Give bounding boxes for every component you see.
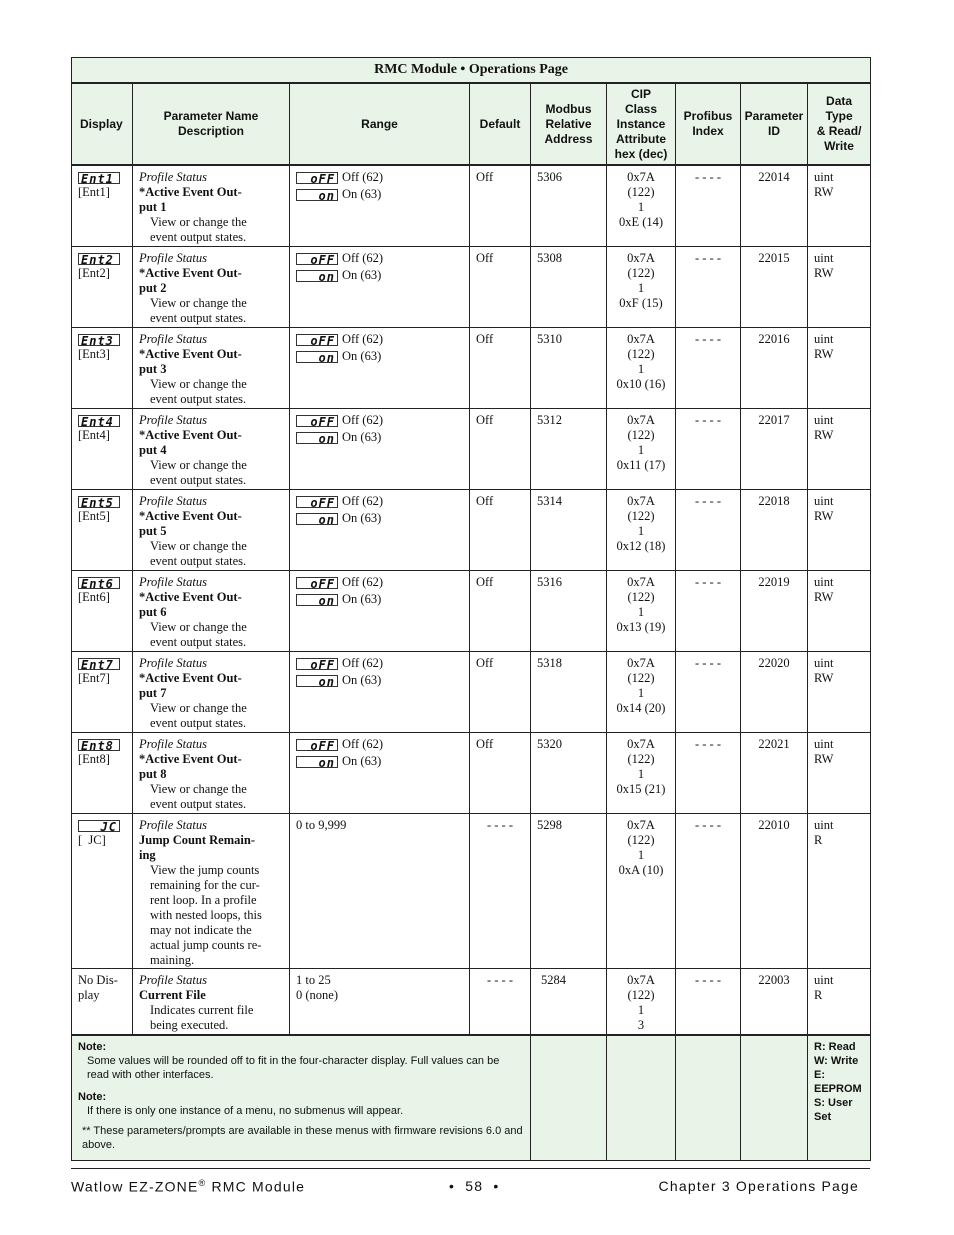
display-cell: Ent2 [Ent2]	[72, 247, 133, 328]
data-type-cell: uint RW	[808, 165, 871, 247]
lcd-range-on: on	[296, 189, 338, 201]
page-footer	[71, 1168, 870, 1195]
modbus-cell: 5306	[531, 165, 607, 247]
table-row	[72, 165, 871, 247]
header-profibus: Profibus Index	[676, 83, 741, 165]
cip-cell: 0x7A (122) 1 0x13 (19)	[607, 571, 676, 652]
header-display: Display	[72, 83, 133, 165]
footer-chapter: Chapter 3 Operations Page	[658, 1178, 859, 1194]
default-cell: - - - -	[470, 969, 531, 1036]
profibus-cell: - - - -	[676, 247, 741, 328]
note-label: Note:	[78, 1041, 107, 1053]
footer-product: Watlow EZ-ZONE® RMC Module	[71, 1178, 306, 1195]
header-default: Default	[470, 83, 531, 165]
cip-cell: 0x7A (122) 1 0xA (10)	[607, 814, 676, 969]
modbus-cell: 5318	[531, 652, 607, 733]
default-cell: - - - -	[470, 814, 531, 969]
default-cell: Off	[470, 733, 531, 814]
operations-table	[71, 57, 871, 1161]
header-cip: CIP Class Instance Attribute hex (dec)	[607, 83, 676, 165]
cip-cell: 0x7A (122) 1 0x11 (17)	[607, 409, 676, 490]
lcd-range-off: oFF	[296, 577, 338, 589]
lcd-display: JC	[78, 820, 120, 832]
parameter-cell: Profile Status *Active Event Out- put 2 View or change the event output states.	[133, 247, 290, 328]
note-firmware: ** These parameters/prompts are available in these menus with firmware revisions 6.0 and above.	[82, 1125, 523, 1151]
header-param-name-line: Parameter Name	[163, 109, 259, 123]
data-type-cell: uint RW	[808, 490, 871, 571]
table-row	[72, 328, 871, 409]
range-cell: oFF Off (62) on On (63)	[290, 165, 470, 247]
table-row	[72, 490, 871, 571]
header-data-type: Data Type & Read/ Write	[808, 83, 871, 165]
parameter-cell: Profile Status *Active Event Out- put 6 View or change the event output states.	[133, 571, 290, 652]
table-row	[72, 814, 871, 969]
lcd-range-on: on	[296, 351, 338, 363]
display-cell: Ent8 [Ent8]	[72, 733, 133, 814]
parameter-cell: Profile Status *Active Event Out- put 8 View or change the event output states.	[133, 733, 290, 814]
data-type-cell: uint R	[808, 814, 871, 969]
header-description-line: Description	[177, 124, 244, 138]
display-cell: Ent4 [Ent4]	[72, 409, 133, 490]
profibus-cell: - - - -	[676, 165, 741, 247]
range-cell: oFF Off (62) on On (63)	[290, 490, 470, 571]
display-cell: Ent3 [Ent3]	[72, 328, 133, 409]
profibus-cell: - - - -	[676, 571, 741, 652]
modbus-cell: 5310	[531, 328, 607, 409]
header-modbus: Modbus Relative Address	[531, 83, 607, 165]
data-type-cell: uint RW	[808, 247, 871, 328]
lcd-range-on: on	[296, 270, 338, 282]
lcd-range-on: on	[296, 594, 338, 606]
lcd-range-off: oFF	[296, 334, 338, 346]
modbus-cell: 5314	[531, 490, 607, 571]
data-type-cell: uint R	[808, 969, 871, 1036]
display-cell: Ent7 [Ent7]	[72, 652, 133, 733]
data-type-cell: uint RW	[808, 733, 871, 814]
notes-empty-cell	[676, 1035, 741, 1161]
range-cell: oFF Off (62) on On (63)	[290, 409, 470, 490]
profibus-cell: - - - -	[676, 490, 741, 571]
lcd-range-on: on	[296, 513, 338, 525]
lcd-display: Ent5	[78, 496, 120, 508]
parameter-cell: Profile Status Jump Count Remain- ing View the jump counts remaining for the cur- rent loop. In a profile with nested loops, this may not indicate the actual jump counts re- maining.	[133, 814, 290, 969]
lcd-range-on: on	[296, 675, 338, 687]
parameter-id-cell: 22003	[741, 969, 808, 1036]
table-row	[72, 409, 871, 490]
cip-cell: 0x7A (122) 1 0xE (14)	[607, 165, 676, 247]
footer-page-number: • 58 •	[449, 1178, 500, 1194]
notes-empty-cell	[741, 1035, 808, 1161]
cip-cell: 0x7A (122) 1 0x14 (20)	[607, 652, 676, 733]
parameter-cell: Profile Status *Active Event Out- put 3 View or change the event output states.	[133, 328, 290, 409]
display-cell: Ent5 [Ent5]	[72, 490, 133, 571]
notes-empty-cell	[607, 1035, 676, 1161]
parameter-id-cell: 22021	[741, 733, 808, 814]
range-cell: oFF Off (62) on On (63)	[290, 733, 470, 814]
profibus-cell: - - - -	[676, 409, 741, 490]
modbus-cell: 5320	[531, 733, 607, 814]
lcd-range-off: oFF	[296, 172, 338, 184]
cip-cell: 0x7A (122) 1 0xF (15)	[607, 247, 676, 328]
parameter-id-cell: 22019	[741, 571, 808, 652]
default-cell: Off	[470, 571, 531, 652]
header-row	[72, 83, 871, 165]
table-row	[72, 652, 871, 733]
cip-cell: 0x7A (122) 1 3	[607, 969, 676, 1036]
header-parameter-name	[133, 83, 290, 165]
modbus-cell: 5298	[531, 814, 607, 969]
modbus-cell: 5316	[531, 571, 607, 652]
modbus-cell: 5284	[531, 969, 607, 1036]
parameter-id-cell: 22018	[741, 490, 808, 571]
lcd-display: Ent8	[78, 739, 120, 751]
lcd-range-off: oFF	[296, 739, 338, 751]
default-cell: Off	[470, 247, 531, 328]
notes-empty-cell	[531, 1035, 607, 1161]
header-range: Range	[290, 83, 470, 165]
note-label: Note:	[78, 1091, 107, 1103]
default-cell: Off	[470, 409, 531, 490]
range-cell: oFF Off (62) on On (63)	[290, 328, 470, 409]
range-cell: 0 to 9,999	[290, 814, 470, 969]
lcd-range-off: oFF	[296, 496, 338, 508]
note-text: If there is only one instance of a menu, no submenus will appear.	[87, 1105, 404, 1117]
lcd-display: Ent1	[78, 172, 120, 184]
display-cell: Ent1 [Ent1]	[72, 165, 133, 247]
table-title-row	[72, 58, 871, 84]
range-cell: oFF Off (62) on On (63)	[290, 571, 470, 652]
parameter-id-cell: 22014	[741, 165, 808, 247]
note-text: Some values will be rounded off to fit in the four-character display. Full values can be read with other interfaces.	[87, 1055, 500, 1081]
profibus-cell: - - - -	[676, 652, 741, 733]
modbus-cell: 5312	[531, 409, 607, 490]
lcd-range-off: oFF	[296, 658, 338, 670]
range-cell: 1 to 25 0 (none)	[290, 969, 470, 1036]
default-cell: Off	[470, 328, 531, 409]
modbus-cell: 5308	[531, 247, 607, 328]
data-type-cell: uint RW	[808, 571, 871, 652]
parameter-id-cell: 22017	[741, 409, 808, 490]
cip-cell: 0x7A (122) 1 0x10 (16)	[607, 328, 676, 409]
default-cell: Off	[470, 165, 531, 247]
profibus-cell: - - - -	[676, 814, 741, 969]
display-cell: JC [ JC]	[72, 814, 133, 969]
lcd-display: Ent3	[78, 334, 120, 346]
parameter-id-cell: 22020	[741, 652, 808, 733]
lcd-range-on: on	[296, 756, 338, 768]
range-cell: oFF Off (62) on On (63)	[290, 247, 470, 328]
lcd-display: Ent6	[78, 577, 120, 589]
data-type-cell: uint RW	[808, 409, 871, 490]
data-type-cell: uint RW	[808, 328, 871, 409]
parameter-cell: Profile Status *Active Event Out- put 4 View or change the event output states.	[133, 409, 290, 490]
lcd-display: Ent7	[78, 658, 120, 670]
display-cell: Ent6 [Ent6]	[72, 571, 133, 652]
parameter-cell: Profile Status *Active Event Out- put 5 View or change the event output states.	[133, 490, 290, 571]
table-row	[72, 733, 871, 814]
cip-cell: 0x7A (122) 1 0x12 (18)	[607, 490, 676, 571]
profibus-cell: - - - -	[676, 969, 741, 1036]
parameter-id-cell: 22016	[741, 328, 808, 409]
lcd-range-off: oFF	[296, 253, 338, 265]
range-cell: oFF Off (62) on On (63)	[290, 652, 470, 733]
notes-cell	[72, 1035, 531, 1161]
profibus-cell: - - - -	[676, 733, 741, 814]
lcd-display: Ent4	[78, 415, 120, 427]
header-parameter-id: Parameter ID	[741, 83, 808, 165]
parameter-cell: Profile Status Current File Indicates current file being executed.	[133, 969, 290, 1036]
parameter-id-cell: 22010	[741, 814, 808, 969]
lcd-range-on: on	[296, 432, 338, 444]
table-row	[72, 571, 871, 652]
lcd-range-off: oFF	[296, 415, 338, 427]
parameter-cell: Profile Status *Active Event Out- put 1 View or change the event output states.	[133, 165, 290, 247]
notes-row	[72, 1035, 871, 1161]
cip-cell: 0x7A (122) 1 0x15 (21)	[607, 733, 676, 814]
table-row	[72, 247, 871, 328]
operations-table-wrapper	[71, 57, 870, 1161]
table-title: RMC Module • Operations Page	[72, 58, 871, 84]
default-cell: Off	[470, 652, 531, 733]
default-cell: Off	[470, 490, 531, 571]
table-row	[72, 969, 871, 1036]
parameter-cell: Profile Status *Active Event Out- put 7 View or change the event output states.	[133, 652, 290, 733]
display-cell: No Dis- play	[72, 969, 133, 1036]
access-legend: R: Read W: Write E: EEPROM S: User Set	[808, 1035, 871, 1161]
profibus-cell: - - - -	[676, 328, 741, 409]
lcd-display: Ent2	[78, 253, 120, 265]
data-type-cell: uint RW	[808, 652, 871, 733]
parameter-id-cell: 22015	[741, 247, 808, 328]
